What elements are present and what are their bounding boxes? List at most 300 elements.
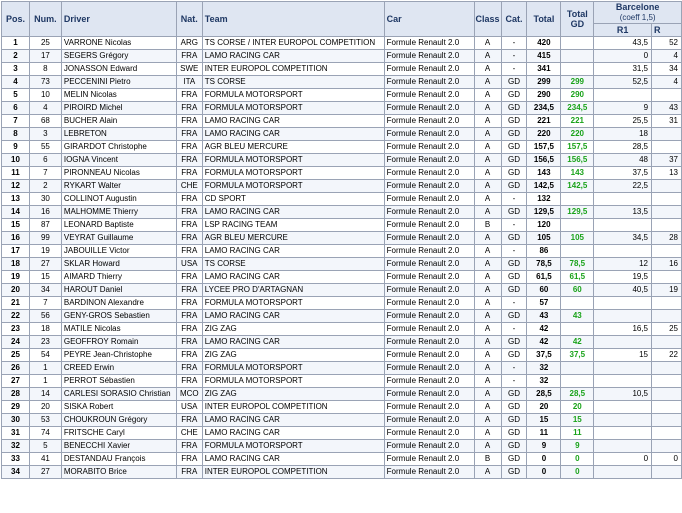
row-total: 0 xyxy=(527,466,561,479)
row-team: LAMO RACING CAR xyxy=(202,245,384,258)
row-num: 53 xyxy=(29,414,61,427)
header-r2: R xyxy=(652,24,682,37)
table-row xyxy=(2,258,682,271)
row-driver: VARRONE Nicolas xyxy=(61,37,176,50)
row-class: A xyxy=(474,401,501,414)
table-row xyxy=(2,297,682,310)
row-r1: 48 xyxy=(594,154,652,167)
row-total: 142,5 xyxy=(527,180,561,193)
standings-table xyxy=(1,1,682,479)
row-class: A xyxy=(474,180,501,193)
row-team: LAMO RACING CAR xyxy=(202,310,384,323)
table-row xyxy=(2,154,682,167)
row-r2 xyxy=(652,388,682,401)
row-nat: FRA xyxy=(176,323,202,336)
row-num: 8 xyxy=(29,63,61,76)
row-team: TS CORSE xyxy=(202,76,384,89)
header-nat: Nat. xyxy=(176,2,202,37)
row-nat: USA xyxy=(176,258,202,271)
row-nat: FRA xyxy=(176,375,202,388)
row-pos: 31 xyxy=(2,427,30,440)
row-team: FORMULA MOTORSPORT xyxy=(202,440,384,453)
row-num: 30 xyxy=(29,193,61,206)
row-team: ZIG ZAG xyxy=(202,388,384,401)
row-pos: 5 xyxy=(2,89,30,102)
row-num: 14 xyxy=(29,388,61,401)
row-pos: 17 xyxy=(2,245,30,258)
row-num: 27 xyxy=(29,466,61,479)
row-nat: FRA xyxy=(176,206,202,219)
row-car: Formule Renault 2.0 xyxy=(384,219,474,232)
row-r2: 16 xyxy=(652,258,682,271)
row-cat: GD xyxy=(501,401,527,414)
row-nat: FRA xyxy=(176,271,202,284)
row-driver: COLLINOT Augustin xyxy=(61,193,176,206)
row-driver: PECCENINI Pietro xyxy=(61,76,176,89)
row-total: 415 xyxy=(527,50,561,63)
event-coeff: (coeff 1,5) xyxy=(619,13,656,22)
row-total: 32 xyxy=(527,375,561,388)
row-cat: GD xyxy=(501,336,527,349)
event-name: Barcelone xyxy=(615,2,660,12)
row-driver: HAROUT Daniel xyxy=(61,284,176,297)
row-cat: GD xyxy=(501,76,527,89)
table-row xyxy=(2,219,682,232)
row-car: Formule Renault 2.0 xyxy=(384,427,474,440)
row-total: 129,5 xyxy=(527,206,561,219)
table-row xyxy=(2,245,682,258)
header-cat: Cat. xyxy=(501,2,527,37)
row-nat: FRA xyxy=(176,128,202,141)
row-num: 6 xyxy=(29,154,61,167)
row-cat: GD xyxy=(501,284,527,297)
row-total: 11 xyxy=(527,427,561,440)
row-driver: PIROIRD Michel xyxy=(61,102,176,115)
row-class: A xyxy=(474,388,501,401)
row-num: 4 xyxy=(29,102,61,115)
row-total-gd xyxy=(561,63,594,76)
row-car: Formule Renault 2.0 xyxy=(384,453,474,466)
row-team: ZIG ZAG xyxy=(202,349,384,362)
row-total-gd xyxy=(561,245,594,258)
row-car: Formule Renault 2.0 xyxy=(384,349,474,362)
row-num: 74 xyxy=(29,427,61,440)
row-car: Formule Renault 2.0 xyxy=(384,284,474,297)
row-num: 1 xyxy=(29,362,61,375)
row-nat: ITA xyxy=(176,76,202,89)
row-total-gd xyxy=(561,37,594,50)
row-class: A xyxy=(474,323,501,336)
row-total-gd: 0 xyxy=(561,466,594,479)
row-total-gd: 129,5 xyxy=(561,206,594,219)
row-car: Formule Renault 2.0 xyxy=(384,323,474,336)
row-pos: 32 xyxy=(2,440,30,453)
row-nat: USA xyxy=(176,401,202,414)
row-team: AGR BLEU MERCURE xyxy=(202,232,384,245)
row-team: LAMO RACING CAR xyxy=(202,336,384,349)
row-nat: SWE xyxy=(176,63,202,76)
row-total: 157,5 xyxy=(527,141,561,154)
row-class: A xyxy=(474,154,501,167)
row-car: Formule Renault 2.0 xyxy=(384,297,474,310)
row-cat: - xyxy=(501,37,527,50)
table-row xyxy=(2,375,682,388)
row-r2 xyxy=(652,362,682,375)
row-num: 5 xyxy=(29,440,61,453)
row-cat: GD xyxy=(501,141,527,154)
row-total: 43 xyxy=(527,310,561,323)
row-r2 xyxy=(652,401,682,414)
row-r1: 13,5 xyxy=(594,206,652,219)
row-r1: 15 xyxy=(594,349,652,362)
row-team: FORMULA MOTORSPORT xyxy=(202,297,384,310)
row-nat: FRA xyxy=(176,245,202,258)
row-r1 xyxy=(594,310,652,323)
table-row xyxy=(2,388,682,401)
row-class: A xyxy=(474,115,501,128)
row-car: Formule Renault 2.0 xyxy=(384,50,474,63)
table-row xyxy=(2,232,682,245)
row-team: INTER EUROPOL COMPETITION xyxy=(202,63,384,76)
row-total-gd: 143 xyxy=(561,167,594,180)
row-driver: PERROT Sébastien xyxy=(61,375,176,388)
header-total: Total xyxy=(527,2,561,37)
row-total-gd: 60 xyxy=(561,284,594,297)
row-cat: GD xyxy=(501,102,527,115)
table-row xyxy=(2,167,682,180)
row-driver: GIRARDOT Christophe xyxy=(61,141,176,154)
row-car: Formule Renault 2.0 xyxy=(384,258,474,271)
table-row xyxy=(2,453,682,466)
row-r1 xyxy=(594,401,652,414)
row-class: A xyxy=(474,141,501,154)
row-team: LAMO RACING CAR xyxy=(202,115,384,128)
row-cat: - xyxy=(501,50,527,63)
row-total: 78,5 xyxy=(527,258,561,271)
row-cat: GD xyxy=(501,167,527,180)
row-num: 3 xyxy=(29,128,61,141)
row-car: Formule Renault 2.0 xyxy=(384,115,474,128)
row-num: 99 xyxy=(29,232,61,245)
row-cat: GD xyxy=(501,388,527,401)
row-nat: FRA xyxy=(176,362,202,375)
row-nat: FRA xyxy=(176,466,202,479)
row-total-gd: 11 xyxy=(561,427,594,440)
row-driver: LEONARD Baptiste xyxy=(61,219,176,232)
row-total-gd xyxy=(561,375,594,388)
row-cat: - xyxy=(501,193,527,206)
row-num: 34 xyxy=(29,284,61,297)
row-r2 xyxy=(652,141,682,154)
row-nat: FRA xyxy=(176,414,202,427)
row-pos: 33 xyxy=(2,453,30,466)
row-cat: GD xyxy=(501,115,527,128)
row-driver: AIMARD Thierry xyxy=(61,271,176,284)
row-team: FORMULA MOTORSPORT xyxy=(202,89,384,102)
row-nat: FRA xyxy=(176,193,202,206)
header-total-gd: Total GD xyxy=(561,2,594,37)
row-r1 xyxy=(594,193,652,206)
row-r1: 37,5 xyxy=(594,167,652,180)
row-cat: - xyxy=(501,245,527,258)
row-nat: CHE xyxy=(176,180,202,193)
header-num: Num. xyxy=(29,2,61,37)
row-cat: - xyxy=(501,219,527,232)
row-car: Formule Renault 2.0 xyxy=(384,154,474,167)
row-car: Formule Renault 2.0 xyxy=(384,89,474,102)
table-row xyxy=(2,180,682,193)
table-row xyxy=(2,323,682,336)
row-driver: CARLESI SORASIO Christian xyxy=(61,388,176,401)
row-total: 290 xyxy=(527,89,561,102)
row-r2: 52 xyxy=(652,37,682,50)
row-class: A xyxy=(474,466,501,479)
row-team: LAMO RACING CAR xyxy=(202,128,384,141)
row-cat: - xyxy=(501,323,527,336)
row-pos: 2 xyxy=(2,50,30,63)
row-driver: PEYRE Jean-Christophe xyxy=(61,349,176,362)
row-pos: 11 xyxy=(2,167,30,180)
row-total-gd: 299 xyxy=(561,76,594,89)
row-num: 87 xyxy=(29,219,61,232)
row-driver: BENECCHI Xavier xyxy=(61,440,176,453)
row-total: 37,5 xyxy=(527,349,561,362)
table-header xyxy=(2,2,682,37)
table-row xyxy=(2,427,682,440)
row-car: Formule Renault 2.0 xyxy=(384,336,474,349)
row-car: Formule Renault 2.0 xyxy=(384,37,474,50)
row-num: 20 xyxy=(29,401,61,414)
row-nat: FRA xyxy=(176,50,202,63)
row-team: LAMO RACING CAR xyxy=(202,414,384,427)
row-driver: JABOUILLE Victor xyxy=(61,245,176,258)
row-r2 xyxy=(652,440,682,453)
row-r1 xyxy=(594,414,652,427)
row-class: A xyxy=(474,427,501,440)
row-team: FORMULA MOTORSPORT xyxy=(202,375,384,388)
row-pos: 9 xyxy=(2,141,30,154)
row-cat: GD xyxy=(501,271,527,284)
row-r1 xyxy=(594,245,652,258)
header-driver: Driver xyxy=(61,2,176,37)
row-total: 28,5 xyxy=(527,388,561,401)
row-nat: FRA xyxy=(176,440,202,453)
row-car: Formule Renault 2.0 xyxy=(384,102,474,115)
row-r1: 40,5 xyxy=(594,284,652,297)
row-r2 xyxy=(652,180,682,193)
row-driver: MATILE Nicolas xyxy=(61,323,176,336)
row-r1: 12 xyxy=(594,258,652,271)
row-pos: 29 xyxy=(2,401,30,414)
row-driver: MELIN Nicolas xyxy=(61,89,176,102)
row-r2: 19 xyxy=(652,284,682,297)
row-class: A xyxy=(474,310,501,323)
row-class: A xyxy=(474,440,501,453)
row-driver: SISKA Robert xyxy=(61,401,176,414)
row-r2: 22 xyxy=(652,349,682,362)
row-pos: 20 xyxy=(2,284,30,297)
row-cat: - xyxy=(501,63,527,76)
row-num: 54 xyxy=(29,349,61,362)
row-num: 27 xyxy=(29,258,61,271)
row-total-gd: 220 xyxy=(561,128,594,141)
row-num: 18 xyxy=(29,323,61,336)
row-team: LAMO RACING CAR xyxy=(202,271,384,284)
row-total-gd: 42 xyxy=(561,336,594,349)
row-team: TS CORSE xyxy=(202,258,384,271)
row-num: 7 xyxy=(29,167,61,180)
row-r2: 13 xyxy=(652,167,682,180)
row-car: Formule Renault 2.0 xyxy=(384,414,474,427)
row-car: Formule Renault 2.0 xyxy=(384,76,474,89)
table-row xyxy=(2,63,682,76)
row-pos: 10 xyxy=(2,154,30,167)
row-total-gd: 156,5 xyxy=(561,154,594,167)
row-r1: 9 xyxy=(594,102,652,115)
row-r1 xyxy=(594,89,652,102)
row-class: A xyxy=(474,63,501,76)
row-r2: 0 xyxy=(652,453,682,466)
table-row xyxy=(2,349,682,362)
row-num: 41 xyxy=(29,453,61,466)
row-total: 15 xyxy=(527,414,561,427)
row-total: 132 xyxy=(527,193,561,206)
table-row xyxy=(2,336,682,349)
row-class: A xyxy=(474,206,501,219)
row-r1: 10,5 xyxy=(594,388,652,401)
row-cat: GD xyxy=(501,258,527,271)
row-num: 10 xyxy=(29,89,61,102)
row-r2 xyxy=(652,219,682,232)
row-r1 xyxy=(594,297,652,310)
row-car: Formule Renault 2.0 xyxy=(384,128,474,141)
row-num: 19 xyxy=(29,245,61,258)
row-nat: FRA xyxy=(176,154,202,167)
row-class: A xyxy=(474,50,501,63)
row-pos: 24 xyxy=(2,336,30,349)
row-car: Formule Renault 2.0 xyxy=(384,245,474,258)
row-pos: 21 xyxy=(2,297,30,310)
row-driver: MALHOMME Thierry xyxy=(61,206,176,219)
table-row xyxy=(2,89,682,102)
row-team: LAMO RACING CAR xyxy=(202,453,384,466)
row-r2: 4 xyxy=(652,76,682,89)
row-team: ZIG ZAG xyxy=(202,323,384,336)
header-team: Team xyxy=(202,2,384,37)
row-driver: BUCHER Alain xyxy=(61,115,176,128)
header-event xyxy=(594,2,682,24)
row-total-gd: 20 xyxy=(561,401,594,414)
row-class: A xyxy=(474,128,501,141)
row-r2 xyxy=(652,427,682,440)
row-total: 420 xyxy=(527,37,561,50)
table-row xyxy=(2,466,682,479)
row-r2 xyxy=(652,193,682,206)
row-nat: FRA xyxy=(176,336,202,349)
row-cat: GD xyxy=(501,440,527,453)
row-r2 xyxy=(652,336,682,349)
row-cat: GD xyxy=(501,180,527,193)
row-num: 25 xyxy=(29,37,61,50)
row-r2: 31 xyxy=(652,115,682,128)
table-body xyxy=(2,37,682,479)
row-car: Formule Renault 2.0 xyxy=(384,440,474,453)
row-pos: 1 xyxy=(2,37,30,50)
row-car: Formule Renault 2.0 xyxy=(384,310,474,323)
row-r2 xyxy=(652,128,682,141)
row-team: FORMULA MOTORSPORT xyxy=(202,362,384,375)
row-r1: 19,5 xyxy=(594,271,652,284)
row-pos: 22 xyxy=(2,310,30,323)
row-total-gd: 28,5 xyxy=(561,388,594,401)
row-num: 16 xyxy=(29,206,61,219)
row-class: A xyxy=(474,37,501,50)
row-nat: FRA xyxy=(176,310,202,323)
row-nat: FRA xyxy=(176,232,202,245)
row-cat: - xyxy=(501,297,527,310)
row-r1: 22,5 xyxy=(594,180,652,193)
row-nat: FRA xyxy=(176,349,202,362)
row-total-gd: 9 xyxy=(561,440,594,453)
row-driver: VEYRAT Guillaume xyxy=(61,232,176,245)
row-r2: 25 xyxy=(652,323,682,336)
row-num: 2 xyxy=(29,180,61,193)
row-total: 20 xyxy=(527,401,561,414)
table-row xyxy=(2,206,682,219)
row-nat: FRA xyxy=(176,115,202,128)
header-r1: R1 xyxy=(594,24,652,37)
row-total: 220 xyxy=(527,128,561,141)
row-team: INTER EUROPOL COMPETITION xyxy=(202,401,384,414)
row-team: LAMO RACING CAR xyxy=(202,427,384,440)
row-nat: FRA xyxy=(176,89,202,102)
row-pos: 13 xyxy=(2,193,30,206)
row-cat: GD xyxy=(501,310,527,323)
row-car: Formule Renault 2.0 xyxy=(384,232,474,245)
row-total: 42 xyxy=(527,336,561,349)
row-total-gd xyxy=(561,323,594,336)
header-car: Car xyxy=(384,2,474,37)
row-team: LYCEE PRO D'ARTAGNAN xyxy=(202,284,384,297)
row-nat: FRA xyxy=(176,102,202,115)
row-class: B xyxy=(474,453,501,466)
row-pos: 14 xyxy=(2,206,30,219)
row-r1 xyxy=(594,362,652,375)
row-r2 xyxy=(652,310,682,323)
row-pos: 12 xyxy=(2,180,30,193)
row-car: Formule Renault 2.0 xyxy=(384,167,474,180)
row-pos: 28 xyxy=(2,388,30,401)
row-driver: CHOUKROUN Grégory xyxy=(61,414,176,427)
row-pos: 3 xyxy=(2,63,30,76)
row-class: A xyxy=(474,284,501,297)
table-row xyxy=(2,37,682,50)
row-pos: 23 xyxy=(2,323,30,336)
row-pos: 15 xyxy=(2,219,30,232)
row-driver: FRITSCHE Caryl xyxy=(61,427,176,440)
row-r1 xyxy=(594,440,652,453)
row-cat: GD xyxy=(501,349,527,362)
row-driver: CREED Erwin xyxy=(61,362,176,375)
row-total-gd xyxy=(561,362,594,375)
row-total-gd xyxy=(561,219,594,232)
row-r2 xyxy=(652,297,682,310)
row-num: 68 xyxy=(29,115,61,128)
row-r1: 0 xyxy=(594,50,652,63)
row-total-gd xyxy=(561,297,594,310)
row-r1: 43,5 xyxy=(594,37,652,50)
row-pos: 27 xyxy=(2,375,30,388)
